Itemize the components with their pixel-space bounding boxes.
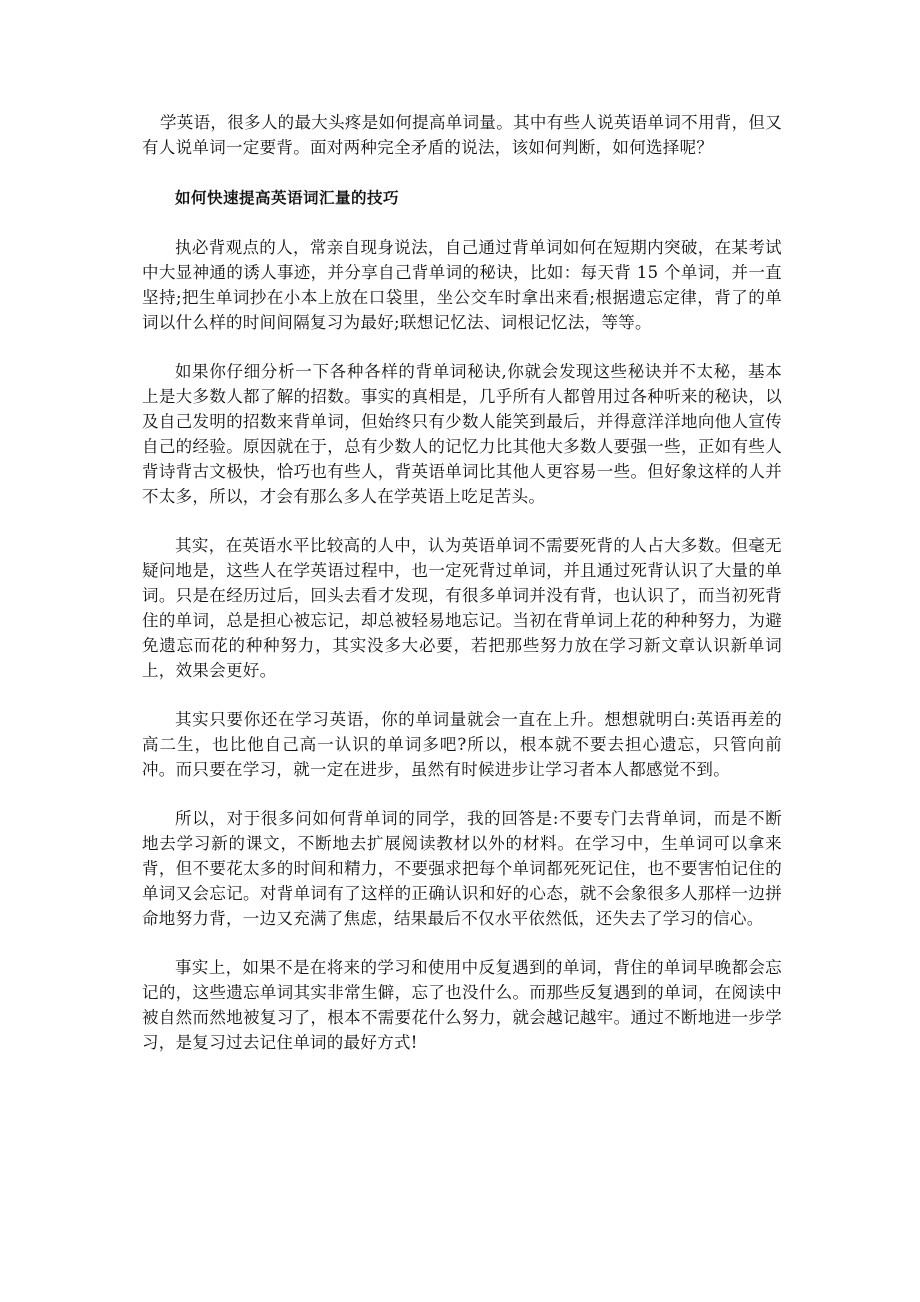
document-body [142,110,782,1079]
paragraph-3: 其实，在英语水平比较高的人中，认为英语单词不需要死背的人占大多数。但毫无疑问地是，这些人在学英语过程中，也一定死背过单词，并且通过死背认识了大量的单词。只是在经历过后，回头去看才发现，有很多单词并没有背，也认识了，而当初死背住的单词，总是担心被忘记，却总被轻易地忘记。当初在背单词上花的种种努力，为避免遗忘而花的种种努力，其实没多大必要，若把那些努力放在学习新文章认识新单词上，效果会更好。 [142,536,782,680]
paragraph-6: 事实上，如果不是在将来的学习和使用中反复遇到的单词，背住的单词早晚都会忘记的，这些遗忘单词其实非常生僻，忘了也没什么。而那些反复遇到的单词，在阅读中被自然而然地被复习了，根本不需要花什么努力，就会越记越牢。通过不断地进一步学习，是复习过去记住单词的最好方式! [142,958,782,1052]
paragraph-2: 如果你仔细分析一下各种各样的背单词秘诀,你就会发现这些秘诀并不太秘，基本上是大多数人都了解的招数。事实的真相是，几乎所有人都曾用过各种听来的秘诀，以及自己发明的招数来背单词，但始终只有少数人能笑到最后，并得意洋洋地向他人宣传自己的经验。原因就在于，总有少数人的记忆力比其他大多数人要强一些，正如有些人背诗背古文极快，恰巧也有些人，背英语单词比其他人更容易一些。但好象这样的人并不太多，所以，才会有那么多人在学英语上吃足苦头。 [142,362,782,506]
paragraph-1: 执必背观点的人，常亲自现身说法，自己通过背单词如何在短期内突破，在某考试中大显神通的诱人事迹，并分享自己背单词的秘诀，比如：每天背 15 个单词，并一直坚持;把生单词抄在小本上放在口袋里，坐公交车时拿出来看;根据遗忘定律，背了的单词以什么样的时间间隔复习为最好;联想记忆法、词根记忆法，等等。 [142,238,782,332]
paragraph-4: 其实只要你还在学习英语，你的单词量就会一直在上升。想想就明白:英语再差的高二生，也比他自己高一认识的单词多吧?所以，根本就不要去担心遗忘，只管向前冲。而只要在学习，就一定在进步，虽然有时候进步让学习者本人都感觉不到。 [142,710,782,779]
intro-paragraph: 学英语，很多人的最大头疼是如何提高单词量。其中有些人说英语单词不用背，但又有人说单词一定要背。面对两种完全矛盾的说法，该如何判断，如何选择呢？ [142,113,782,157]
paragraph-5: 所以，对于很多问如何背单词的同学，我的回答是:不要专门去背单词，而是不断地去学习新的课文，不断地去扩展阅读教材以外的材料。在学习中，生单词可以拿来背，但不要花太多的时间和精力，不要强求把每个单词都死死记住，也不要害怕记住的单词又会忘记。对背单词有了这样的正确认识和好的心态，就不会象很多人那样一边拼命地努力背，一边又充满了焦虑，结果最后不仅水平依然低，还失去了学习的信心。 [142,809,782,928]
section-heading: 如何快速提高英语词汇量的技巧 [175,189,400,207]
